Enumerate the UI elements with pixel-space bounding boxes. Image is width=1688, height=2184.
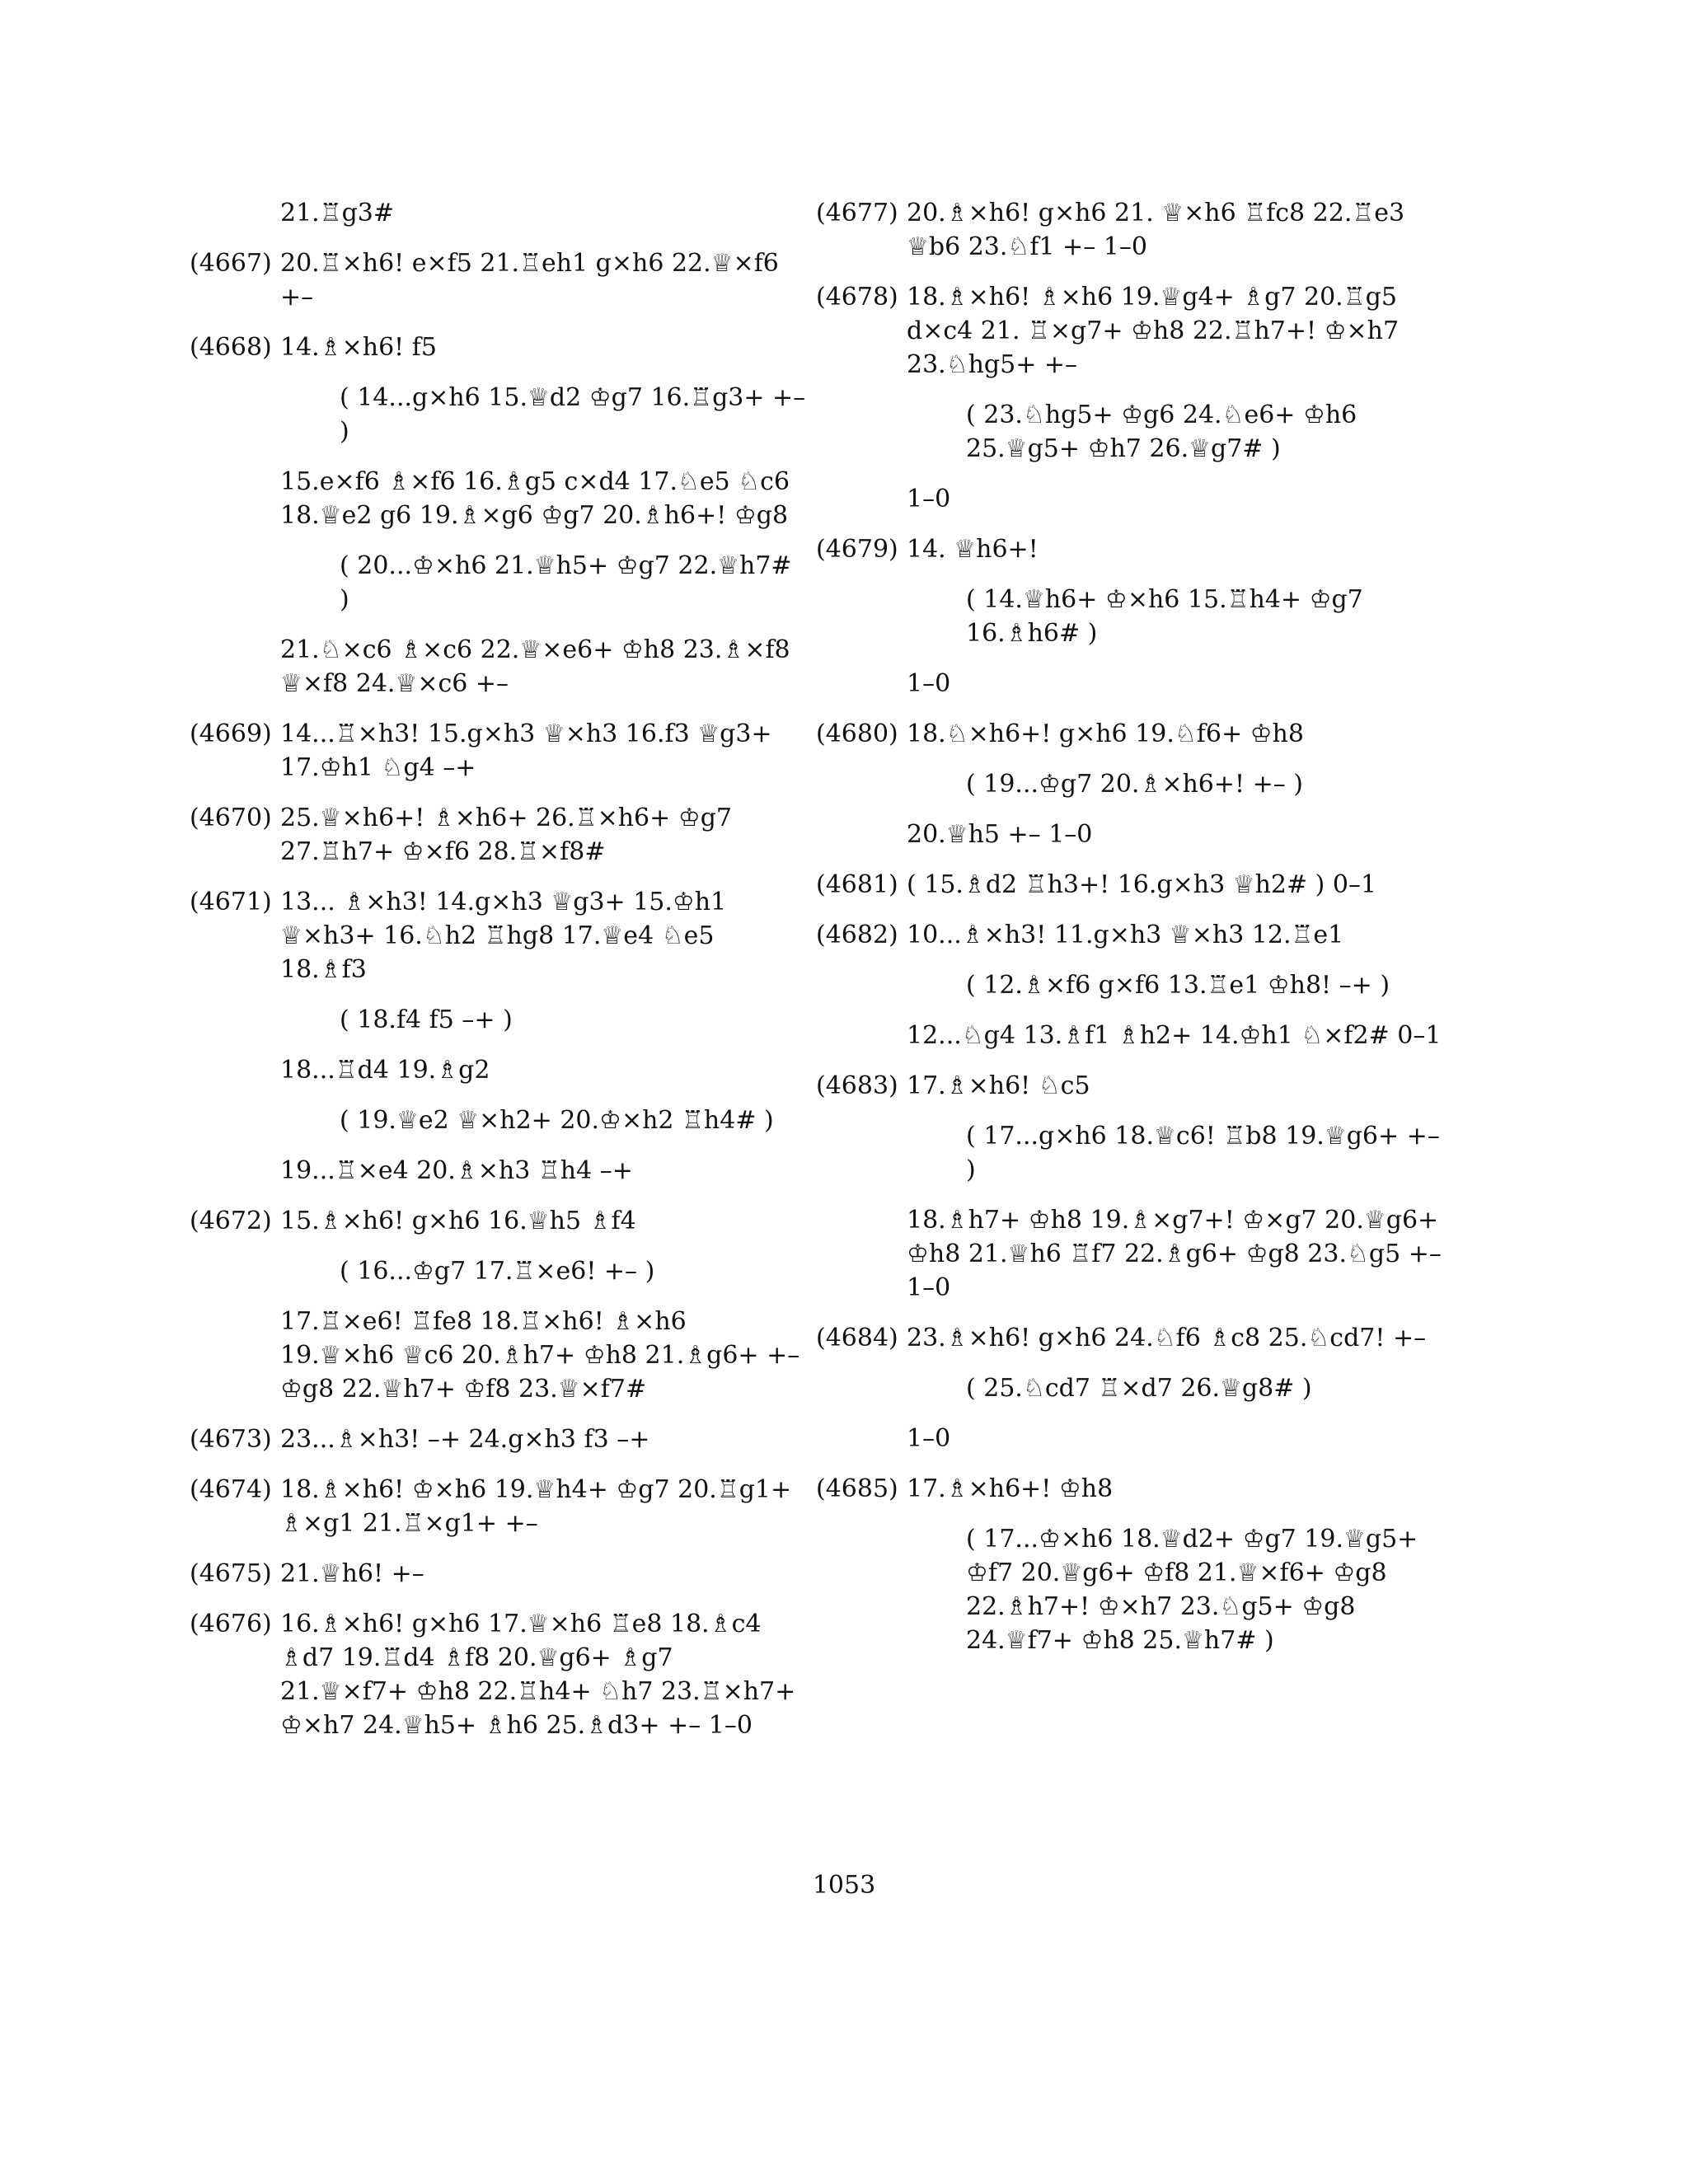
variation-line: ( 20...♔×h6 21.♕h5+ ♔g7 22.♕h7# ): [340, 551, 792, 614]
page-number: 1053: [812, 1871, 876, 1900]
move-line: 10...♗×h3! 11.g×h3 ♕×h3 12.♖e1: [907, 921, 1344, 949]
move-line: 1–0: [907, 1424, 951, 1453]
move-line: 20.♗×h6! g×h6 21. ♕×h6 ♖fc8 22.♖e3 ♕b6 23.♘f1 +– 1–0: [907, 199, 1405, 261]
left-column: [190, 196, 808, 1759]
puzzle-number: (4670): [190, 804, 272, 832]
puzzle-number: (4669): [190, 719, 272, 748]
variation-line: ( 17...g×h6 18.♕c6! ♖b8 19.♕g6+ +– ): [966, 1122, 1440, 1184]
puzzle-solution-entry: [190, 717, 808, 785]
move-line: 21.♕h6! +–: [280, 1559, 424, 1588]
move-line: 18...♖d4 19.♗g2: [280, 1056, 490, 1085]
puzzle-solution-entry: [816, 196, 1442, 264]
move-line: 14.♗×h6! f5: [280, 333, 437, 362]
variation-line: ( 19...♔g7 20.♗×h6+! +– ): [966, 770, 1303, 799]
puzzle-solution-entry: [190, 1473, 808, 1540]
move-line: 12...♘g4 13.♗f1 ♗h2+ 14.♔h1 ♘×f2# 0–1: [907, 1021, 1442, 1050]
variation-line: ( 23.♘hg5+ ♔g6 24.♘e6+ ♔h6 25.♕g5+ ♔h7 26.♕g7# ): [966, 401, 1357, 463]
puzzle-solution-entry: [816, 280, 1442, 516]
puzzle-solution-entry: [190, 885, 808, 1188]
move-line: 20.♕h5 +– 1–0: [907, 820, 1093, 849]
puzzle-number: (4671): [190, 888, 272, 916]
move-line: 17.♗×h6+! ♔h8: [907, 1474, 1114, 1503]
variation-line: ( 19.♕e2 ♕×h2+ 20.♔×h2 ♖h4# ): [340, 1106, 774, 1135]
puzzle-solution-entry: [190, 1422, 808, 1456]
puzzle-solution-entry: [816, 532, 1442, 701]
puzzle-number: (4673): [190, 1425, 272, 1454]
puzzle-number: (4683): [816, 1071, 898, 1100]
puzzle-solution-entry: [816, 1069, 1442, 1305]
variation-line: ( 25.♘cd7 ♖×d7 26.♕g8# ): [966, 1374, 1312, 1403]
puzzle-solution-entry: [816, 1321, 1442, 1455]
move-line: 21.♖g3#: [280, 199, 395, 227]
puzzle-solution-entry: [190, 246, 808, 314]
variation-line: ( 16...♔g7 17.♖×e6! +– ): [340, 1257, 655, 1286]
move-line: 19...♖×e4 20.♗×h3 ♖h4 –+: [280, 1156, 633, 1185]
move-line: 18.♘×h6+! g×h6 19.♘f6+ ♔h8: [907, 719, 1304, 748]
puzzle-solution-entry: [816, 918, 1442, 1052]
puzzle-number: (4672): [190, 1207, 272, 1235]
move-line: 1–0: [907, 669, 951, 698]
move-line: 13... ♗×h3! 14.g×h3 ♕g3+ 15.♔h1 ♕×h3+ 16.♘h2 ♖hg8 17.♕e4 ♘e5 18.♗f3: [280, 888, 727, 984]
move-line: 15.e×f6 ♗×f6 16.♗g5 c×d4 17.♘e5 ♘c6 18.♕e2 g6 19.♗×g6 ♔g7 20.♗h6+! ♔g8: [280, 467, 790, 530]
move-line: 1–0: [907, 485, 951, 513]
move-line: 23.♗×h6! g×h6 24.♘f6 ♗c8 25.♘cd7! +–: [907, 1324, 1427, 1352]
move-line: 25.♕×h6+! ♗×h6+ 26.♖×h6+ ♔g7 27.♖h7+ ♔×f6 28.♖×f8#: [280, 804, 732, 866]
move-line: 20.♖×h6! e×f5 21.♖eh1 g×h6 22.♕×f6 +–: [280, 249, 779, 312]
move-line: 18.♗×h6! ♔×h6 19.♕h4+ ♔g7 20.♖g1+ ♗×g1 21.♖×g1+ +–: [280, 1475, 792, 1538]
puzzle-number: (4676): [190, 1610, 272, 1638]
variation-line: ( 12.♗×f6 g×f6 13.♖e1 ♔h8! –+ ): [966, 971, 1390, 1000]
puzzle-number: (4684): [816, 1324, 898, 1352]
puzzle-number: (4674): [190, 1475, 272, 1504]
puzzle-number: (4677): [816, 199, 898, 227]
puzzle-solution-entry: [816, 868, 1442, 902]
move-line: 14. ♕h6+!: [907, 535, 1039, 564]
puzzle-solution-entry: [190, 1204, 808, 1406]
move-line: 18.♗×h6! ♗×h6 19.♕g4+ ♗g7 20.♖g5 d×c4 21. ♖×g7+ ♔h8 22.♖h7+! ♔×h7 23.♘hg5+ +–: [907, 283, 1400, 379]
puzzle-number: (4680): [816, 719, 898, 748]
variation-line: ( 14...g×h6 15.♕d2 ♔g7 16.♖g3+ +– ): [340, 383, 806, 446]
move-line: 14...♖×h3! 15.g×h3 ♕×h3 16.f3 ♕g3+ 17.♔h1 ♘g4 –+: [280, 719, 772, 782]
puzzle-number: (4685): [816, 1474, 898, 1503]
variation-line: ( 14.♕h6+ ♔×h6 15.♖h4+ ♔g7 16.♗h6# ): [966, 585, 1363, 648]
move-line: ( 15.♗d2 ♖h3+! 16.g×h3 ♕h2# ) 0–1: [907, 870, 1377, 899]
puzzle-solution-entry: [816, 717, 1442, 851]
puzzle-number: (4668): [190, 333, 272, 362]
move-line: 21.♘×c6 ♗×c6 22.♕×e6+ ♔h8 23.♗×f8 ♕×f8 24.♕×c6 +–: [280, 635, 790, 698]
variation-line: ( 17...♔×h6 18.♕d2+ ♔g7 19.♕g5+ ♔f7 20.♕g6+ ♔f8 21.♕×f6+ ♔g8 22.♗h7+! ♔×h7 23.♘g5+ ♔g8 24.♕f7+ ♔h8 25.♕h7# ): [966, 1525, 1418, 1655]
puzzle-solution-entry: [190, 196, 808, 230]
puzzle-number: (4667): [190, 249, 272, 278]
move-line: 15.♗×h6! g×h6 16.♕h5 ♗f4: [280, 1207, 636, 1235]
variation-line: ( 18.f4 f5 –+ ): [340, 1005, 513, 1034]
puzzle-number: (4682): [816, 921, 898, 949]
move-line: 17.♗×h6! ♘c5: [907, 1071, 1090, 1100]
puzzle-solution-entry: [816, 1472, 1442, 1657]
puzzle-solution-entry: [190, 801, 808, 869]
puzzle-number: (4679): [816, 535, 898, 564]
puzzle-solution-entry: [190, 330, 808, 701]
puzzle-number: (4675): [190, 1559, 272, 1588]
move-line: 17.♖×e6! ♖fe8 18.♖×h6! ♗×h6 19.♕×h6 ♕c6 20.♗h7+ ♔h8 21.♗g6+ +– ♔g8 22.♕h7+ ♔f8 23.♕×f7#: [280, 1307, 800, 1404]
move-line: 16.♗×h6! g×h6 17.♕×h6 ♖e8 18.♗c4 ♗d7 19.♖d4 ♗f8 20.♕g6+ ♗g7 21.♕×f7+ ♔h8 22.♖h4+ ♘h7 23.♖×h7+ ♔×h7 24.♕h5+ ♗h6 25.♗d3+ +– 1–0: [280, 1610, 796, 1740]
puzzle-number: (4681): [816, 870, 898, 899]
puzzle-solution-entry: [190, 1607, 808, 1742]
right-column: [816, 196, 1442, 1674]
move-line: 18.♗h7+ ♔h8 19.♗×g7+! ♔×g7 20.♕g6+ ♔h8 21.♕h6 ♖f7 22.♗g6+ ♔g8 23.♘g5 +– 1–0: [907, 1206, 1442, 1302]
puzzle-number: (4678): [816, 283, 898, 312]
puzzle-solution-entry: [190, 1557, 808, 1591]
move-line: 23...♗×h3! –+ 24.g×h3 f3 –+: [280, 1425, 650, 1454]
